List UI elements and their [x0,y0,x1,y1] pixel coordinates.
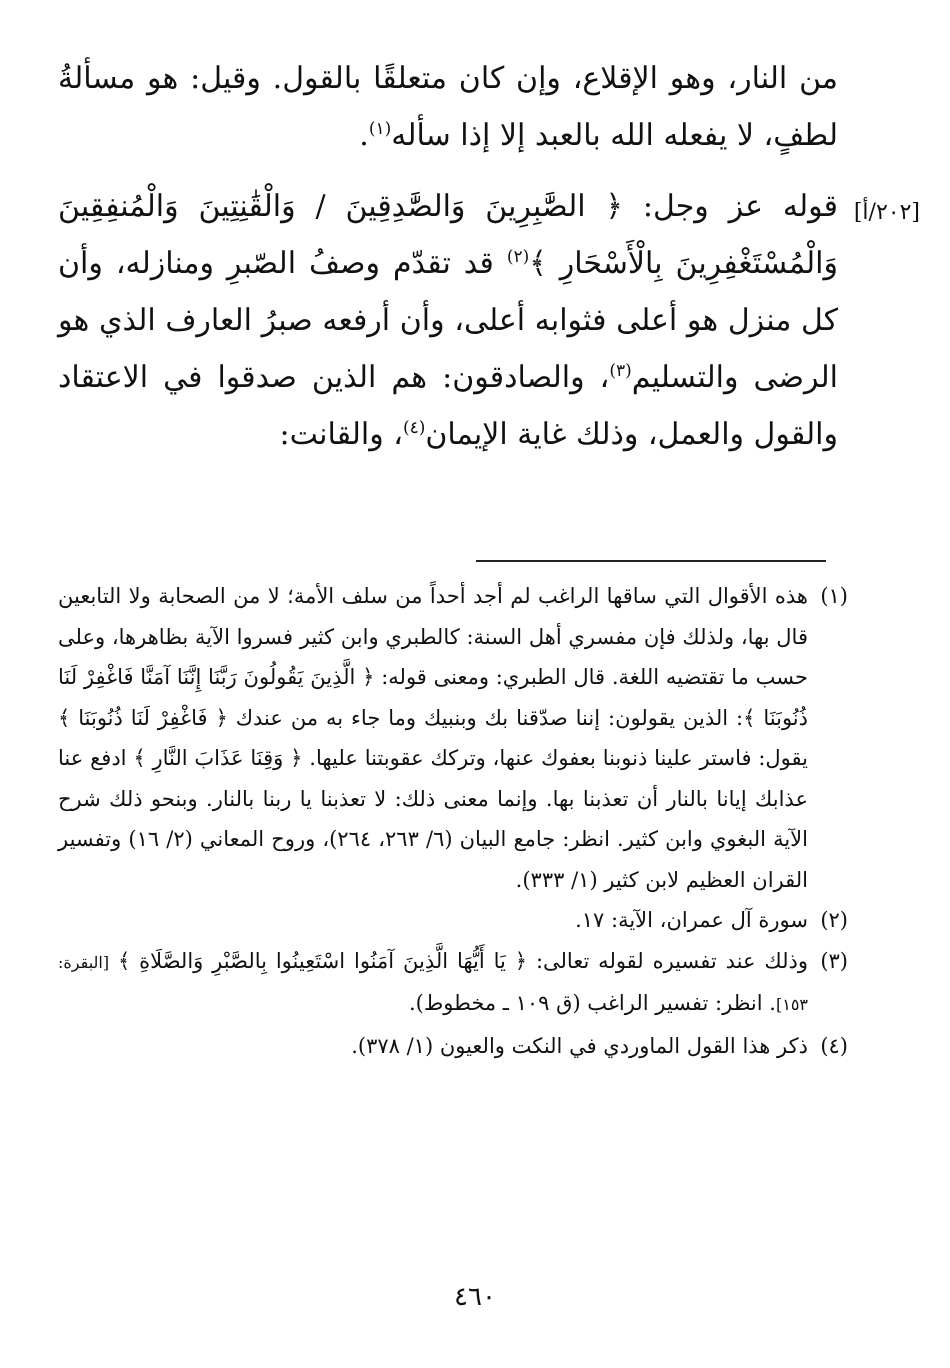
footnote-number: (٤) [820,1033,848,1058]
quran-verse: قوله عز وجل: ﴿ الصَّٰبِرِينَ وَالصَّٰدِقِينَ / وَالْقَٰنِتِينَ وَالْمُنفِقِينَ وَالْمُسْتَغْفِرِينَ بِالْأَسْحَارِ ﴾ [58,189,838,281]
footnote-text: سورة آل عمران، الآية: ١٧. [575,908,808,932]
footnote-4 [58,1026,848,1067]
footnote-divider [476,560,826,562]
paragraph-1-end: . [359,118,369,153]
paragraph-2-text-d: ، والقانت: [279,417,403,452]
footnote-ref-3: (٣) [609,361,632,381]
paragraph-2 [58,178,838,463]
page-number: ٤٦٠ [454,1282,496,1312]
footnote-ref-4: (٤) [402,418,426,438]
main-text [58,50,838,463]
footnote-number: (٣) [820,948,848,973]
paragraph-1 [58,50,838,164]
footnotes [58,576,848,1066]
footnote-text: هذه الأقوال التي ساقها الراغب لم أجد أحداً من سلف الأمة؛ لا من الصحابة ولا التابعين قال بها، ولذلك فإن مفسري أهل السنة: كالطبري وابن كثير فسروا الآية بظاهرها، وعلى حسب ما تقتضيه اللغة. قال الطبري: ومعنى قوله: ﴿ الَّذِينَ يَقُولُونَ رَبَّنَا إِنَّنَا آمَنَّا فَاغْفِرْ لَنَا ذُنُوبَنَا ﴾: الذين يقولون: إننا صدّقنا بك وبنبيك وما جاء به من عندك ﴿ فَاغْفِرْ لَنَا ذُنُوبَنَا ﴾ يقول: فاستر علينا ذنوبنا بعفوك عنها، وتركك عقوبتنا عليها. ﴿ وَقِنَا عَذَابَ النَّارِ ﴾ ادفع عنا عذابك إيانا بالنار أن تعذبنا بها. وإنما معنى ذلك: لا تعذبنا يا ربنا بالنار. وبنحو ذلك شرح الآية البغوي وابن كثير. انظر: جامع البيان (٦/ ٢٦٣، ٢٦٤)، وروح المعاني (٢/ ١٦) وتفسير القران العظيم لابن كثير (١/ ٣٣٣). [58,584,808,892]
footnote-1 [58,576,848,900]
footnote-text-end: . انظر: تفسير الراغب (ق ١٠٩ ـ مخطوط). [408,991,776,1015]
verse-reference: [البقرة: ١٥٣] [58,952,808,1014]
footnote-ref-2: (٢) [506,247,530,267]
footnote-number: (٢) [820,908,848,932]
footnote-text: ذكر هذا القول الماوردي في النكت والعيون (١/ ٣٧٨). [351,1033,808,1058]
folio-marker: [٢٠٢/أ] [853,200,920,225]
paragraph-1-text: من النار، وهو الإقلاع، وإن كان متعلقًا بالقول. وقيل: هو مسألةُ لطفٍ، لا يفعله الله بالعبد إلا إذا سأله [58,61,838,153]
footnote-2 [58,900,848,941]
footnote-ref-1: (١) [368,119,392,139]
footnote-number: (١) [820,584,848,608]
paragraph-2-text-c: ، والصادقون: هم الذين صدقوا في الاعتقاد والقول والعمل، وذلك غاية الإيمان [58,360,838,452]
footnote-text: وذلك عند تفسيره لقوله تعالى: ﴿ يَا أَيُّهَا الَّذِينَ آمَنُوا اسْتَعِينُوا بِالصَّبْرِ وَالصَّلَاةِ ﴾ [117,948,808,973]
paragraph-2-text-b: قد تقدّم وصفُ الصّبرِ ومنازله، وأن كل منزل هو أعلى فثوابه أعلى، وأن أرفعه صبرُ العارف الذي هو الرضى والتسليم [58,246,838,395]
footnote-3 [58,941,848,1026]
